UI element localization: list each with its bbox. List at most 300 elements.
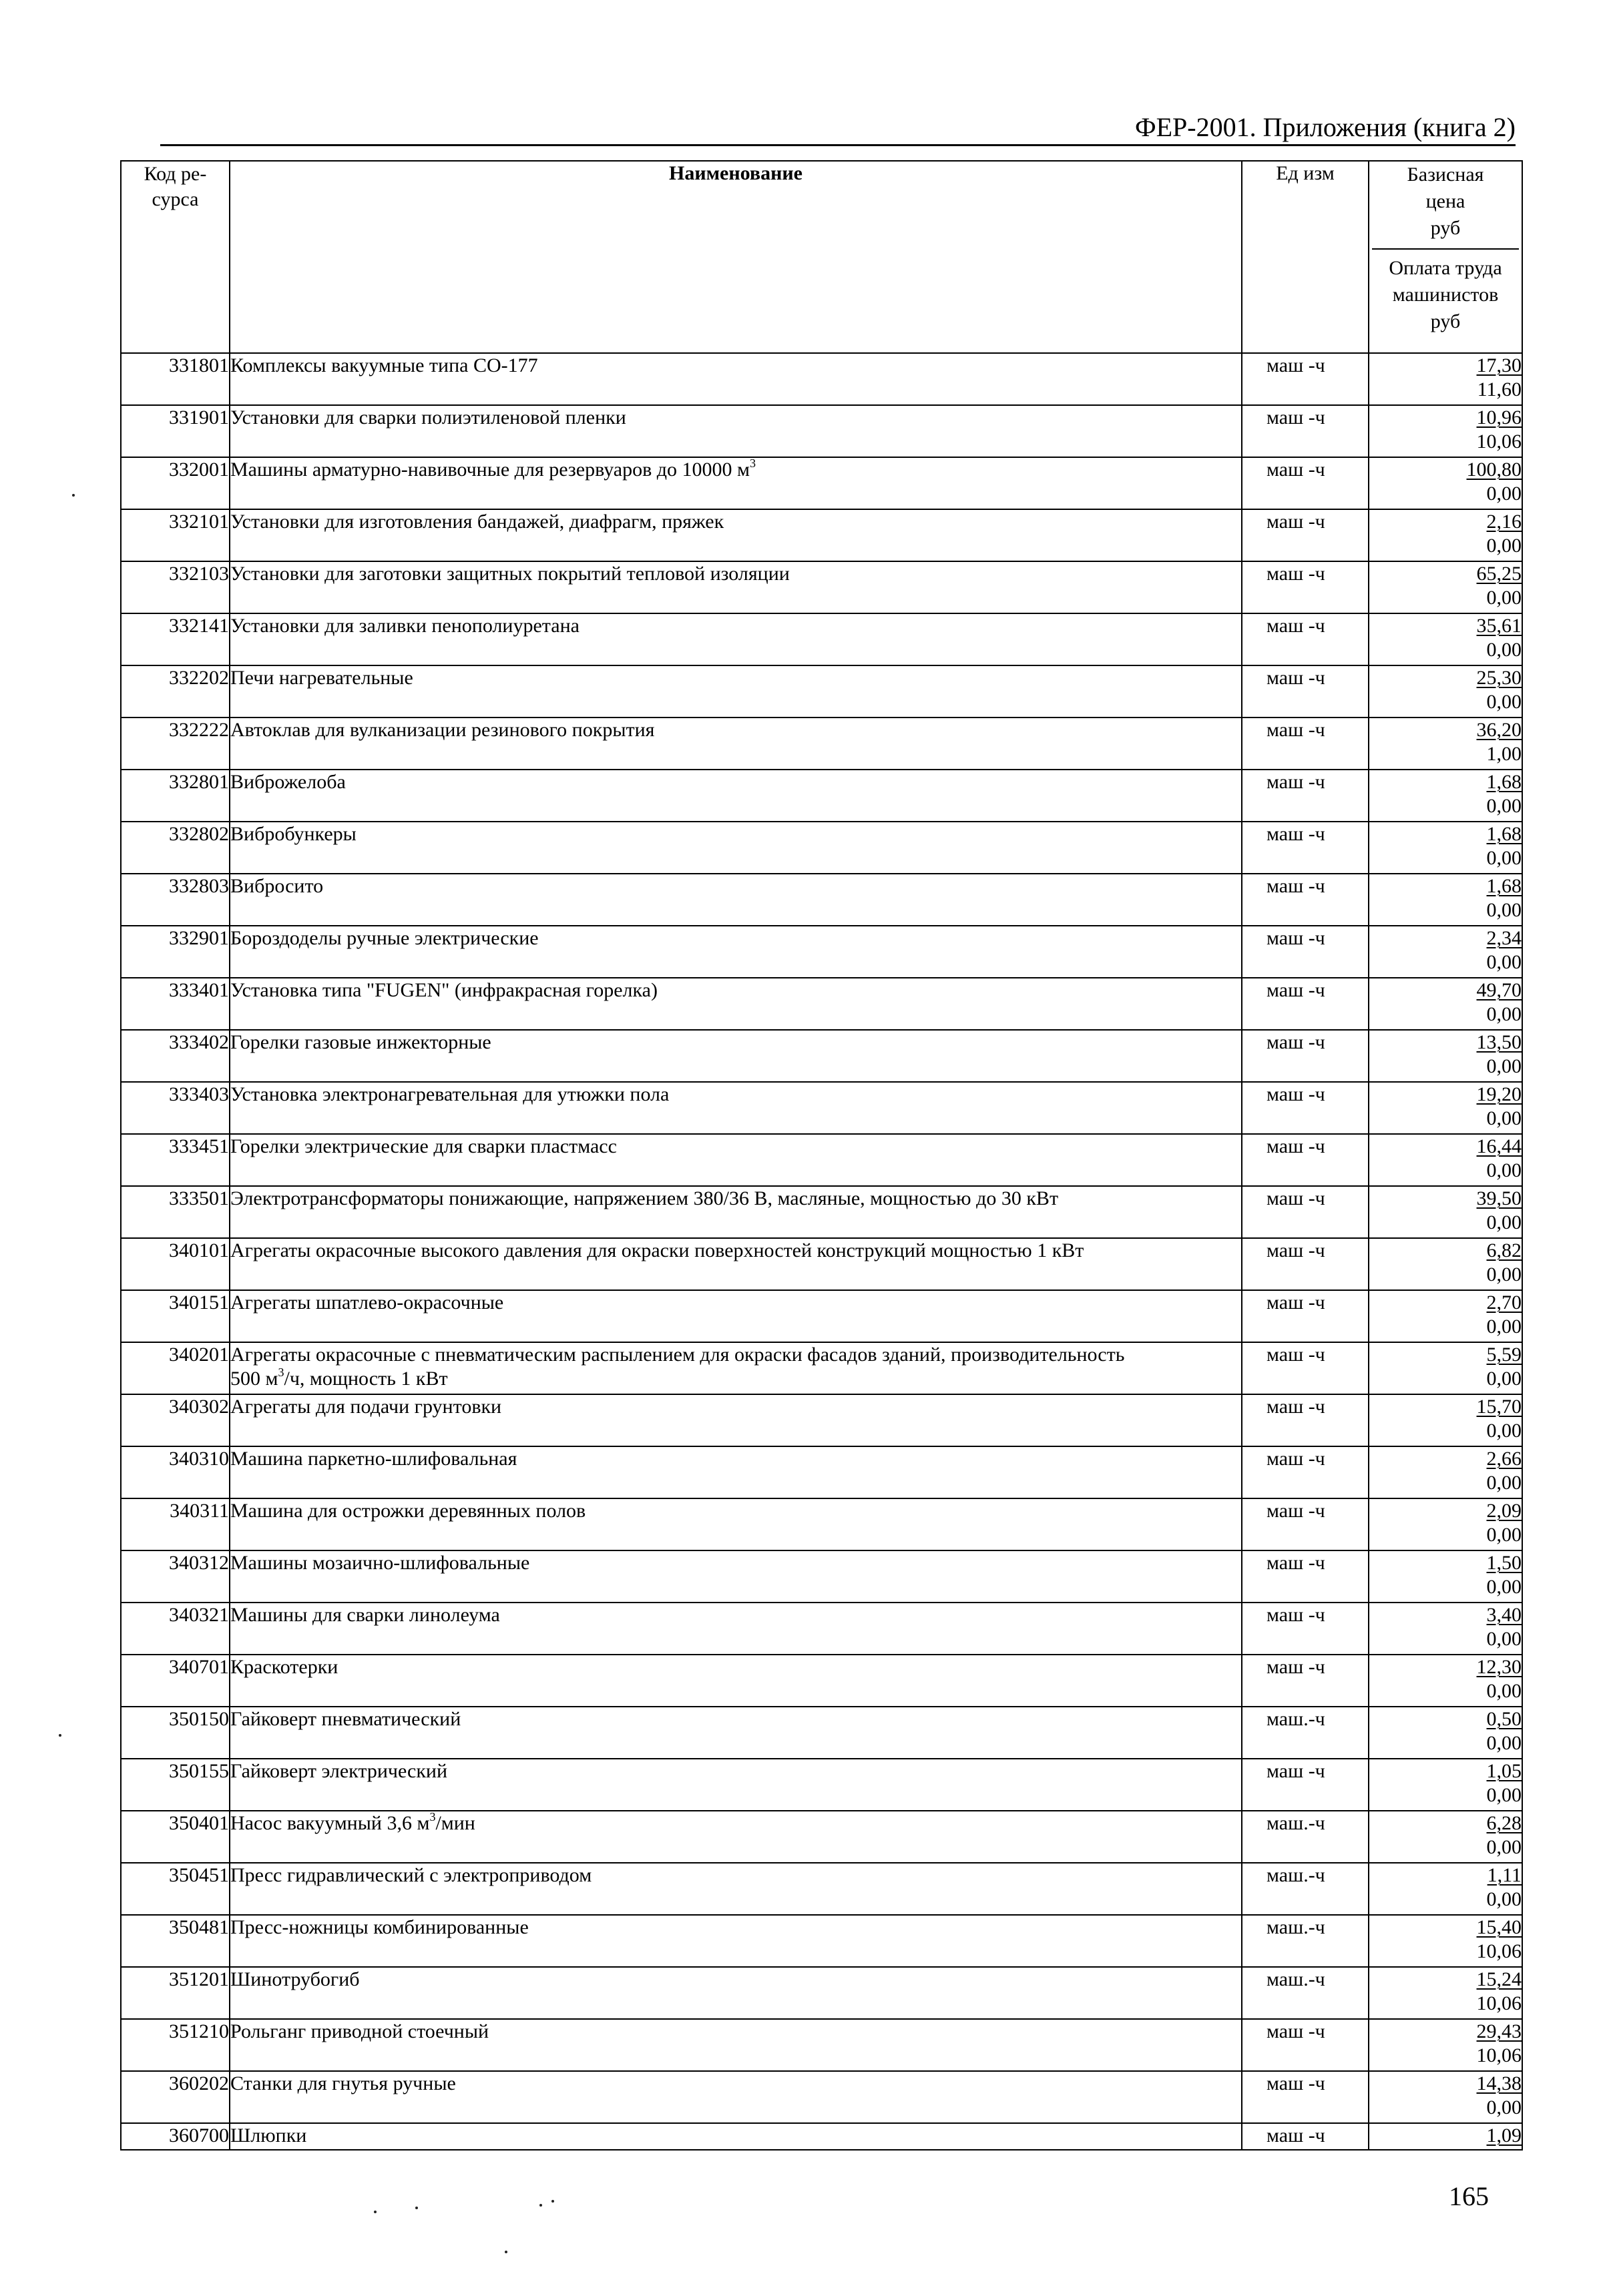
resource-name-cell [230,1915,1242,1967]
price-cell [1369,1186,1522,1238]
unit-cell [1242,509,1369,561]
unit-cell [1242,770,1369,822]
resource-name-cell [230,1342,1242,1394]
column-header-price-line2: цена [1425,190,1465,212]
table-row [121,1498,1522,1550]
superscript: 3 [278,1366,284,1379]
resource-code: 340302 [121,1394,230,1446]
column-header-code-line1: Код ре- [144,163,207,185]
price-cell [1369,874,1522,926]
price-cell [1369,1134,1522,1186]
resource-name: Пресс-ножницы комбинированные [230,1916,529,1938]
unit-of-measure: маш -ч [1267,1448,1325,1470]
unit-cell [1242,1863,1369,1915]
unit-of-measure: маш -ч [1267,1396,1325,1418]
table-row [121,405,1522,457]
resource-name-cell [230,770,1242,822]
base-price: 100,80 [1466,459,1522,481]
operator-labor-cost: 10,06 [1476,2044,1522,2066]
resource-name: Бороздоделы ручные электрические [230,927,539,949]
unit-of-measure: маш.-ч [1267,1812,1325,1834]
resource-code: 332803 [121,874,230,926]
unit-of-measure: маш -ч [1267,1344,1325,1366]
base-price: 16,44 [1476,1135,1522,1157]
unit-of-measure: маш.-ч [1267,1864,1325,1886]
table-row [121,1655,1522,1707]
unit-cell [1242,1498,1369,1550]
resource-name: Агрегаты окрасочные с пневматическим распылением для окраски фасадов зданий, производительность [230,1344,1125,1366]
resource-code: 351210 [121,2019,230,2071]
table-row [121,613,1522,665]
page-number: 165 [1449,2181,1489,2211]
base-price: 1,11 [1487,1864,1522,1886]
unit-cell [1242,874,1369,926]
price-cell [1369,613,1522,665]
resource-code: 340101 [121,1238,230,1290]
resource-code: 340311 [121,1498,230,1550]
scan-speck [551,2200,554,2203]
base-price: 15,24 [1476,1968,1522,1990]
price-cell [1369,1550,1522,1603]
table-row [121,1238,1522,1290]
price-cell [1369,1290,1522,1342]
resource-code: 331801 [121,353,230,405]
resource-name: Комплексы вакуумные типа СО-177 [230,354,538,376]
resource-code: 333401 [121,978,230,1030]
resource-name: Гайковерт электрический [230,1760,448,1782]
base-price: 1,05 [1486,1760,1522,1782]
column-header-labor-line2: машинистов [1392,284,1499,306]
resource-code: 332202 [121,665,230,718]
unit-of-measure: маш -ч [1267,1292,1325,1314]
unit-cell [1242,1082,1369,1134]
table-row [121,926,1522,978]
price-cell [1369,405,1522,457]
resource-name: Электротрансформаторы понижающие, напряжением 380/36 В, масляные, мощностью до 30 кВт [230,1187,1059,1209]
base-price: 29,43 [1476,2020,1522,2042]
base-price: 25,30 [1476,667,1522,689]
scan-speck [72,494,75,497]
resource-code: 360700 [121,2123,230,2150]
column-header-price [1369,161,1522,353]
table-row [121,1134,1522,1186]
resource-name-cell [230,1811,1242,1863]
resource-name-cell [230,2071,1242,2123]
unit-of-measure: маш -ч [1267,406,1325,428]
unit-of-measure: маш -ч [1267,771,1325,793]
price-cell [1369,509,1522,561]
resource-code: 333501 [121,1186,230,1238]
resource-code: 340312 [121,1550,230,1603]
scan-speck [59,1734,61,1737]
price-cell [1369,1759,1522,1811]
resource-name: Вибробункеры [230,823,357,845]
table-row [121,1186,1522,1238]
price-cell [1369,561,1522,613]
column-header-labor-line1: Оплата труда [1389,257,1502,279]
unit-of-measure: маш -ч [1267,511,1325,533]
operator-labor-cost: 0,00 [1486,535,1522,557]
table-row [121,1030,1522,1082]
resource-name: Установки для заготовки защитных покрытий тепловой изоляции [230,563,790,585]
unit-cell [1242,2123,1369,2150]
table-row [121,718,1522,770]
resource-code: 332222 [121,718,230,770]
unit-of-measure: маш -ч [1267,2124,1325,2146]
unit-cell [1242,405,1369,457]
operator-labor-cost: 0,00 [1486,1680,1522,1702]
base-price: 2,34 [1486,927,1522,949]
resource-name-cell [230,1082,1242,1134]
base-price: 10,96 [1476,406,1522,428]
table-row [121,665,1522,718]
unit-cell [1242,1915,1369,1967]
unit-cell [1242,718,1369,770]
resource-name-cell [230,1967,1242,2019]
base-price: 2,09 [1486,1500,1522,1522]
column-header-unit: Ед изм [1242,161,1369,353]
unit-cell [1242,978,1369,1030]
resource-code: 350155 [121,1759,230,1811]
base-price: 15,70 [1476,1396,1522,1418]
unit-cell [1242,353,1369,405]
unit-of-measure: маш -ч [1267,2020,1325,2042]
base-price: 65,25 [1476,563,1522,585]
operator-labor-cost: 0,00 [1486,1732,1522,1754]
resource-code: 340151 [121,1290,230,1342]
operator-labor-cost: 0,00 [1486,1263,1522,1285]
price-cell [1369,1967,1522,2019]
scan-speck [374,2211,377,2213]
price-cell [1369,978,1522,1030]
base-price: 1,68 [1486,823,1522,845]
base-price: 0,50 [1486,1708,1522,1730]
column-header-labor-line3: руб [1430,310,1461,332]
resource-name: Установка типа "FUGEN" (инфракрасная горелка) [230,979,658,1001]
operator-labor-cost: 0,00 [1486,899,1522,921]
base-price: 1,09 [1486,2124,1522,2146]
resource-name-cell [230,613,1242,665]
resource-code: 340321 [121,1603,230,1655]
unit-of-measure: маш -ч [1267,354,1325,376]
resource-code: 332141 [121,613,230,665]
base-price: 15,40 [1476,1916,1522,1938]
operator-labor-cost: 0,00 [1486,1420,1522,1442]
resource-name: Машины для сварки линолеума [230,1604,500,1626]
base-price: 1,68 [1486,875,1522,897]
resource-name: Установки для сварки полиэтиленовой пленки [230,406,626,428]
unit-of-measure: маш -ч [1267,1656,1325,1678]
price-cell [1369,822,1522,874]
unit-cell [1242,1655,1369,1707]
resource-code: 350401 [121,1811,230,1863]
base-price: 6,28 [1486,1812,1522,1834]
resource-name-cell [230,1238,1242,1290]
resource-name-cell [230,1498,1242,1550]
base-price: 12,30 [1476,1656,1522,1678]
resource-name: Машины мозаично-шлифовальные [230,1552,530,1574]
resource-name: Машины арматурно-навивочные для резервуаров до 10000 м [230,459,750,481]
resource-name: Автоклав для вулканизации резинового покрытия [230,719,655,741]
price-cell [1369,1603,1522,1655]
unit-cell [1242,1290,1369,1342]
price-cell [1369,2071,1522,2123]
table-row [121,1603,1522,1655]
resource-name-cell [230,353,1242,405]
unit-of-measure: маш -ч [1267,1135,1325,1157]
resource-code: 360202 [121,2071,230,2123]
resource-name: Шлюпки [230,2124,307,2146]
resource-name-cell [230,1186,1242,1238]
resource-name: Насос вакуумный 3,6 м [230,1812,430,1834]
resource-name: Пресс гидравлический с электроприводом [230,1864,592,1886]
resource-name-cell [230,926,1242,978]
resource-code: 351201 [121,1967,230,2019]
unit-of-measure: маш -ч [1267,823,1325,845]
resource-name-cell [230,1394,1242,1446]
base-price: 2,16 [1486,511,1522,533]
unit-cell [1242,926,1369,978]
operator-labor-cost: 10,06 [1476,431,1522,453]
resource-price-table [120,160,1523,2150]
unit-of-measure: маш -ч [1267,1500,1325,1522]
resource-name-cell [230,1707,1242,1759]
unit-cell [1242,1707,1369,1759]
unit-cell [1242,1967,1369,2019]
resource-name: Печи нагревательные [230,667,413,689]
operator-labor-cost: 0,00 [1486,795,1522,817]
table-body [121,353,1522,2150]
unit-of-measure: маш -ч [1267,2072,1325,2094]
operator-labor-cost: 0,00 [1486,1472,1522,1494]
resource-name-cell [230,665,1242,718]
table-row [121,1290,1522,1342]
table-row [121,1550,1522,1603]
resource-name-cell [230,2019,1242,2071]
base-price: 2,66 [1486,1448,1522,1470]
operator-labor-cost: 0,00 [1486,1368,1522,1390]
table-row [121,1811,1522,1863]
resource-name: Машина для острожки деревянных полов [230,1500,586,1522]
operator-labor-cost: 0,00 [1486,587,1522,609]
unit-of-measure: маш -ч [1267,563,1325,585]
price-cell [1369,665,1522,718]
resource-name: Горелки газовые инжекторные [230,1031,491,1053]
unit-of-measure: маш -ч [1267,927,1325,949]
table-row [121,457,1522,509]
resource-name: Гайковерт пневматический [230,1708,461,1730]
table-row [121,561,1522,613]
resource-code: 332103 [121,561,230,613]
unit-cell [1242,1030,1369,1082]
resource-name-cont-end: /ч, мощность 1 кВт [284,1368,448,1390]
table-row [121,978,1522,1030]
operator-labor-cost: 10,06 [1476,1940,1522,1962]
unit-of-measure: маш -ч [1267,1552,1325,1574]
base-price: 49,70 [1476,979,1522,1001]
resource-name-cell [230,1030,1242,1082]
unit-of-measure: маш -ч [1267,615,1325,637]
operator-labor-cost: 0,00 [1486,483,1522,505]
resource-name: Рольганг приводной стоечный [230,2020,489,2042]
unit-of-measure: маш -ч [1267,667,1325,689]
resource-code: 350150 [121,1707,230,1759]
price-cell [1369,1082,1522,1134]
resource-code: 332901 [121,926,230,978]
unit-of-measure: маш -ч [1267,1031,1325,1053]
unit-cell [1242,457,1369,509]
price-cell [1369,1394,1522,1446]
operator-labor-cost: 0,00 [1486,1211,1522,1233]
operator-labor-cost: 1,00 [1486,743,1522,765]
unit-of-measure: маш.-ч [1267,1708,1325,1730]
resource-name-cell [230,509,1242,561]
table-row [121,1082,1522,1134]
resource-name: Станки для гнутья ручные [230,2072,456,2094]
table-row [121,2123,1522,2150]
resource-name-cell [230,874,1242,926]
table-row [121,1707,1522,1759]
unit-cell [1242,1759,1369,1811]
scan-speck [415,2207,418,2209]
unit-of-measure: маш.-ч [1267,1916,1325,1938]
resource-name-cell [230,1759,1242,1811]
operator-labor-cost: 0,00 [1486,1628,1522,1650]
resource-name-cell [230,2123,1242,2150]
unit-cell [1242,1446,1369,1498]
resource-name-cell [230,978,1242,1030]
price-cell [1369,1342,1522,1394]
operator-labor-cost: 0,00 [1486,1888,1522,1910]
resource-name: Установка электронагревательная для утюжки пола [230,1083,670,1105]
resource-code: 332101 [121,509,230,561]
price-cell [1369,1811,1522,1863]
resource-name-cell [230,405,1242,457]
unit-cell [1242,1550,1369,1603]
table-header-row [121,161,1522,353]
column-header-price-line3: руб [1430,217,1461,239]
operator-labor-cost: 0,00 [1486,1055,1522,1077]
price-cell [1369,1655,1522,1707]
base-price: 2,70 [1486,1292,1522,1314]
column-header-code-line2: сурса [152,188,199,210]
operator-labor-cost: 0,00 [1486,1159,1522,1181]
base-price: 14,38 [1476,2072,1522,2094]
price-cell [1369,926,1522,978]
base-price: 6,82 [1486,1239,1522,1261]
price-cell [1369,2019,1522,2071]
table-row [121,822,1522,874]
unit-of-measure: маш -ч [1267,979,1325,1001]
unit-of-measure: маш -ч [1267,875,1325,897]
resource-name: Виброжелоба [230,771,346,793]
unit-cell [1242,1394,1369,1446]
table-row [121,353,1522,405]
resource-name-cell [230,822,1242,874]
resource-name-cell [230,1134,1242,1186]
base-price: 13,50 [1476,1031,1522,1053]
unit-cell [1242,1811,1369,1863]
column-header-code [121,161,230,353]
table-row [121,1967,1522,2019]
price-cell [1369,1498,1522,1550]
resource-name-cell [230,1655,1242,1707]
unit-of-measure: маш -ч [1267,1187,1325,1209]
table-row [121,509,1522,561]
resource-name: Установки для изготовления бандажей, диафрагм, пряжек [230,511,724,533]
resource-code: 333403 [121,1082,230,1134]
table-row [121,1342,1522,1394]
operator-labor-cost: 0,00 [1486,1576,1522,1598]
resource-code: 340201 [121,1342,230,1394]
operator-labor-cost: 0,00 [1486,691,1522,713]
unit-cell [1242,665,1369,718]
resource-name: Машина паркетно-шлифовальная [230,1448,517,1470]
resource-code: 332802 [121,822,230,874]
base-price: 35,61 [1476,615,1522,637]
resource-name: Горелки электрические для сварки пластмасс [230,1135,617,1157]
resource-code: 331901 [121,405,230,457]
unit-of-measure: маш -ч [1267,459,1325,481]
unit-cell [1242,1134,1369,1186]
unit-of-measure: маш -ч [1267,719,1325,741]
operator-labor-cost: 0,00 [1486,639,1522,661]
price-cell [1369,1863,1522,1915]
price-cell [1369,1238,1522,1290]
superscript: 3 [429,1810,436,1823]
resource-code: 340310 [121,1446,230,1498]
resource-name-cell [230,718,1242,770]
base-price: 36,20 [1476,719,1522,741]
unit-of-measure: маш.-ч [1267,1968,1325,1990]
unit-cell [1242,1186,1369,1238]
base-price: 19,20 [1476,1083,1522,1105]
scan-speck [505,2251,507,2253]
unit-of-measure: маш -ч [1267,1760,1325,1782]
base-price: 1,68 [1486,771,1522,793]
operator-labor-cost: 0,00 [1486,2096,1522,2118]
price-cell [1369,353,1522,405]
resource-code: 332001 [121,457,230,509]
resource-name: Шинотрубогиб [230,1968,360,1990]
resource-name: Вибросито [230,875,324,897]
price-cell [1369,2123,1522,2150]
operator-labor-cost: 0,00 [1486,1836,1522,1858]
operator-labor-cost: 0,00 [1486,951,1522,973]
unit-cell [1242,1238,1369,1290]
resource-name: Агрегаты для подачи грунтовки [230,1396,502,1418]
resource-name-cell [230,561,1242,613]
price-cell [1369,718,1522,770]
unit-cell [1242,561,1369,613]
header-rule [160,144,1516,146]
base-price: 1,50 [1486,1552,1522,1574]
resource-name: Агрегаты шпатлево-окрасочные [230,1292,504,1314]
table-row [121,1394,1522,1446]
operator-labor-cost: 0,00 [1486,1003,1522,1025]
price-cell [1369,1915,1522,1967]
operator-labor-cost: 0,00 [1486,847,1522,869]
resource-name-end: /мин [435,1812,475,1834]
resource-code: 350481 [121,1915,230,1967]
operator-labor-cost: 0,00 [1486,1107,1522,1129]
operator-labor-cost: 10,06 [1476,1992,1522,2014]
superscript: 3 [750,457,756,470]
operator-labor-cost: 11,60 [1477,378,1522,400]
resource-name-cell [230,1603,1242,1655]
unit-of-measure: маш -ч [1267,1604,1325,1626]
resource-code: 340701 [121,1655,230,1707]
